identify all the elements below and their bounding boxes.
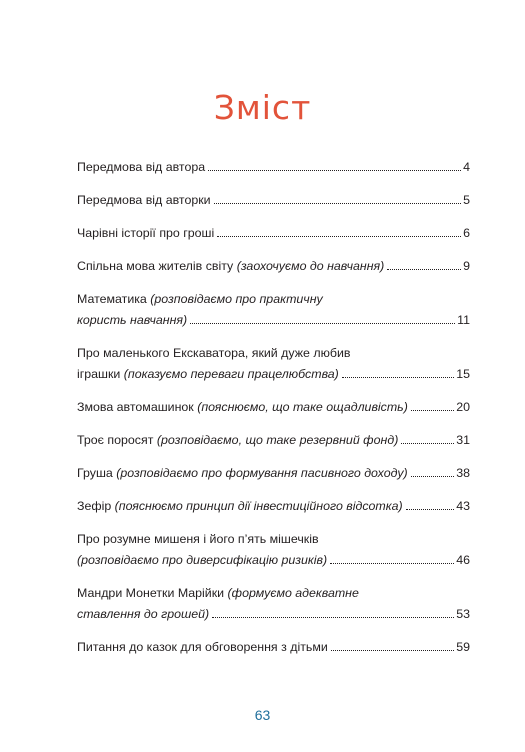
toc-entry-title: Спільна мова жителів світу (заохочуємо до навчання) — [77, 259, 385, 273]
leader-dots — [411, 475, 455, 477]
toc-entry-title: Передмова від автора — [77, 160, 206, 174]
page-title: Зміст — [213, 88, 312, 127]
table-of-contents — [77, 157, 470, 658]
toc-entry[interactable] — [77, 529, 470, 571]
leader-dots — [217, 235, 461, 237]
toc-entry-title-line: Мандри Монетки Марійки (формуємо адекватне — [77, 586, 359, 600]
toc-entry[interactable] — [77, 343, 470, 385]
toc-entry[interactable] — [77, 430, 470, 451]
toc-page-number: 4 — [463, 160, 470, 174]
toc-page-number: 20 — [456, 400, 470, 414]
toc-page-number: 53 — [456, 607, 470, 621]
toc-entry[interactable] — [77, 496, 470, 517]
page-number: 63 — [254, 707, 271, 723]
toc-page-number: 59 — [456, 640, 470, 654]
toc-entry[interactable] — [77, 583, 470, 625]
toc-page-number: 5 — [463, 193, 470, 207]
toc-entry-title: Питання до казок для обговорення з дітьми — [77, 640, 328, 654]
leader-dots — [387, 268, 461, 270]
toc-entry[interactable] — [77, 289, 470, 331]
toc-entry-title: Груша (розповідаємо про формування пасивного доходу) — [77, 466, 408, 480]
toc-entry[interactable] — [77, 463, 470, 484]
toc-entry[interactable] — [77, 157, 470, 178]
toc-entry-title-line: Про розумне мишеня і його п’ять мішечків — [77, 532, 319, 546]
leader-dots — [214, 202, 462, 204]
toc-page-number: 46 — [456, 553, 470, 567]
toc-entry-title: (розповідаємо про диверсифікацію ризиків) — [77, 553, 328, 567]
toc-entry[interactable] — [77, 223, 470, 244]
leader-dots — [212, 616, 454, 618]
leader-dots — [190, 322, 455, 324]
toc-entry[interactable] — [77, 256, 470, 277]
leader-dots — [342, 376, 454, 378]
leader-dots — [331, 649, 454, 651]
toc-entry-title: ставлення до грошей) — [77, 607, 210, 621]
toc-page-number: 31 — [456, 433, 470, 447]
toc-page-number: 43 — [456, 499, 470, 513]
toc-page-number: 9 — [463, 259, 470, 273]
toc-entry-title-line: Математика (розповідаємо про практичну — [77, 292, 323, 306]
leader-dots — [406, 508, 455, 510]
toc-entry-title: Змова автомашинок (пояснюємо, що таке ощадливість) — [77, 400, 408, 414]
toc-entry[interactable] — [77, 397, 470, 418]
leader-dots — [411, 409, 454, 411]
toc-page-number: 15 — [456, 367, 470, 381]
toc-entry[interactable] — [77, 637, 470, 658]
leader-dots — [208, 169, 461, 171]
toc-entry-title: Передмова від авторки — [77, 193, 211, 207]
leader-dots — [330, 562, 454, 564]
leader-dots — [401, 442, 454, 444]
toc-entry-title: Троє поросят (розповідаємо, що таке резервний фонд) — [77, 433, 399, 447]
toc-entry-title: іграшки (показуємо переваги працелюбства) — [77, 367, 339, 381]
toc-page-number: 11 — [457, 313, 470, 327]
toc-entry-title: Чарівні історії про гроші — [77, 226, 215, 240]
toc-entry-title: користь навчання) — [77, 313, 188, 327]
toc-entry-title-line: Про маленького Екскаватора, який дуже любив — [77, 346, 351, 360]
toc-page-number: 38 — [456, 466, 470, 480]
toc-entry[interactable] — [77, 190, 470, 211]
toc-entry-title: Зефір (пояснюємо принцип дії інвестиційного відсотка) — [77, 499, 403, 513]
toc-page-number: 6 — [463, 226, 470, 240]
